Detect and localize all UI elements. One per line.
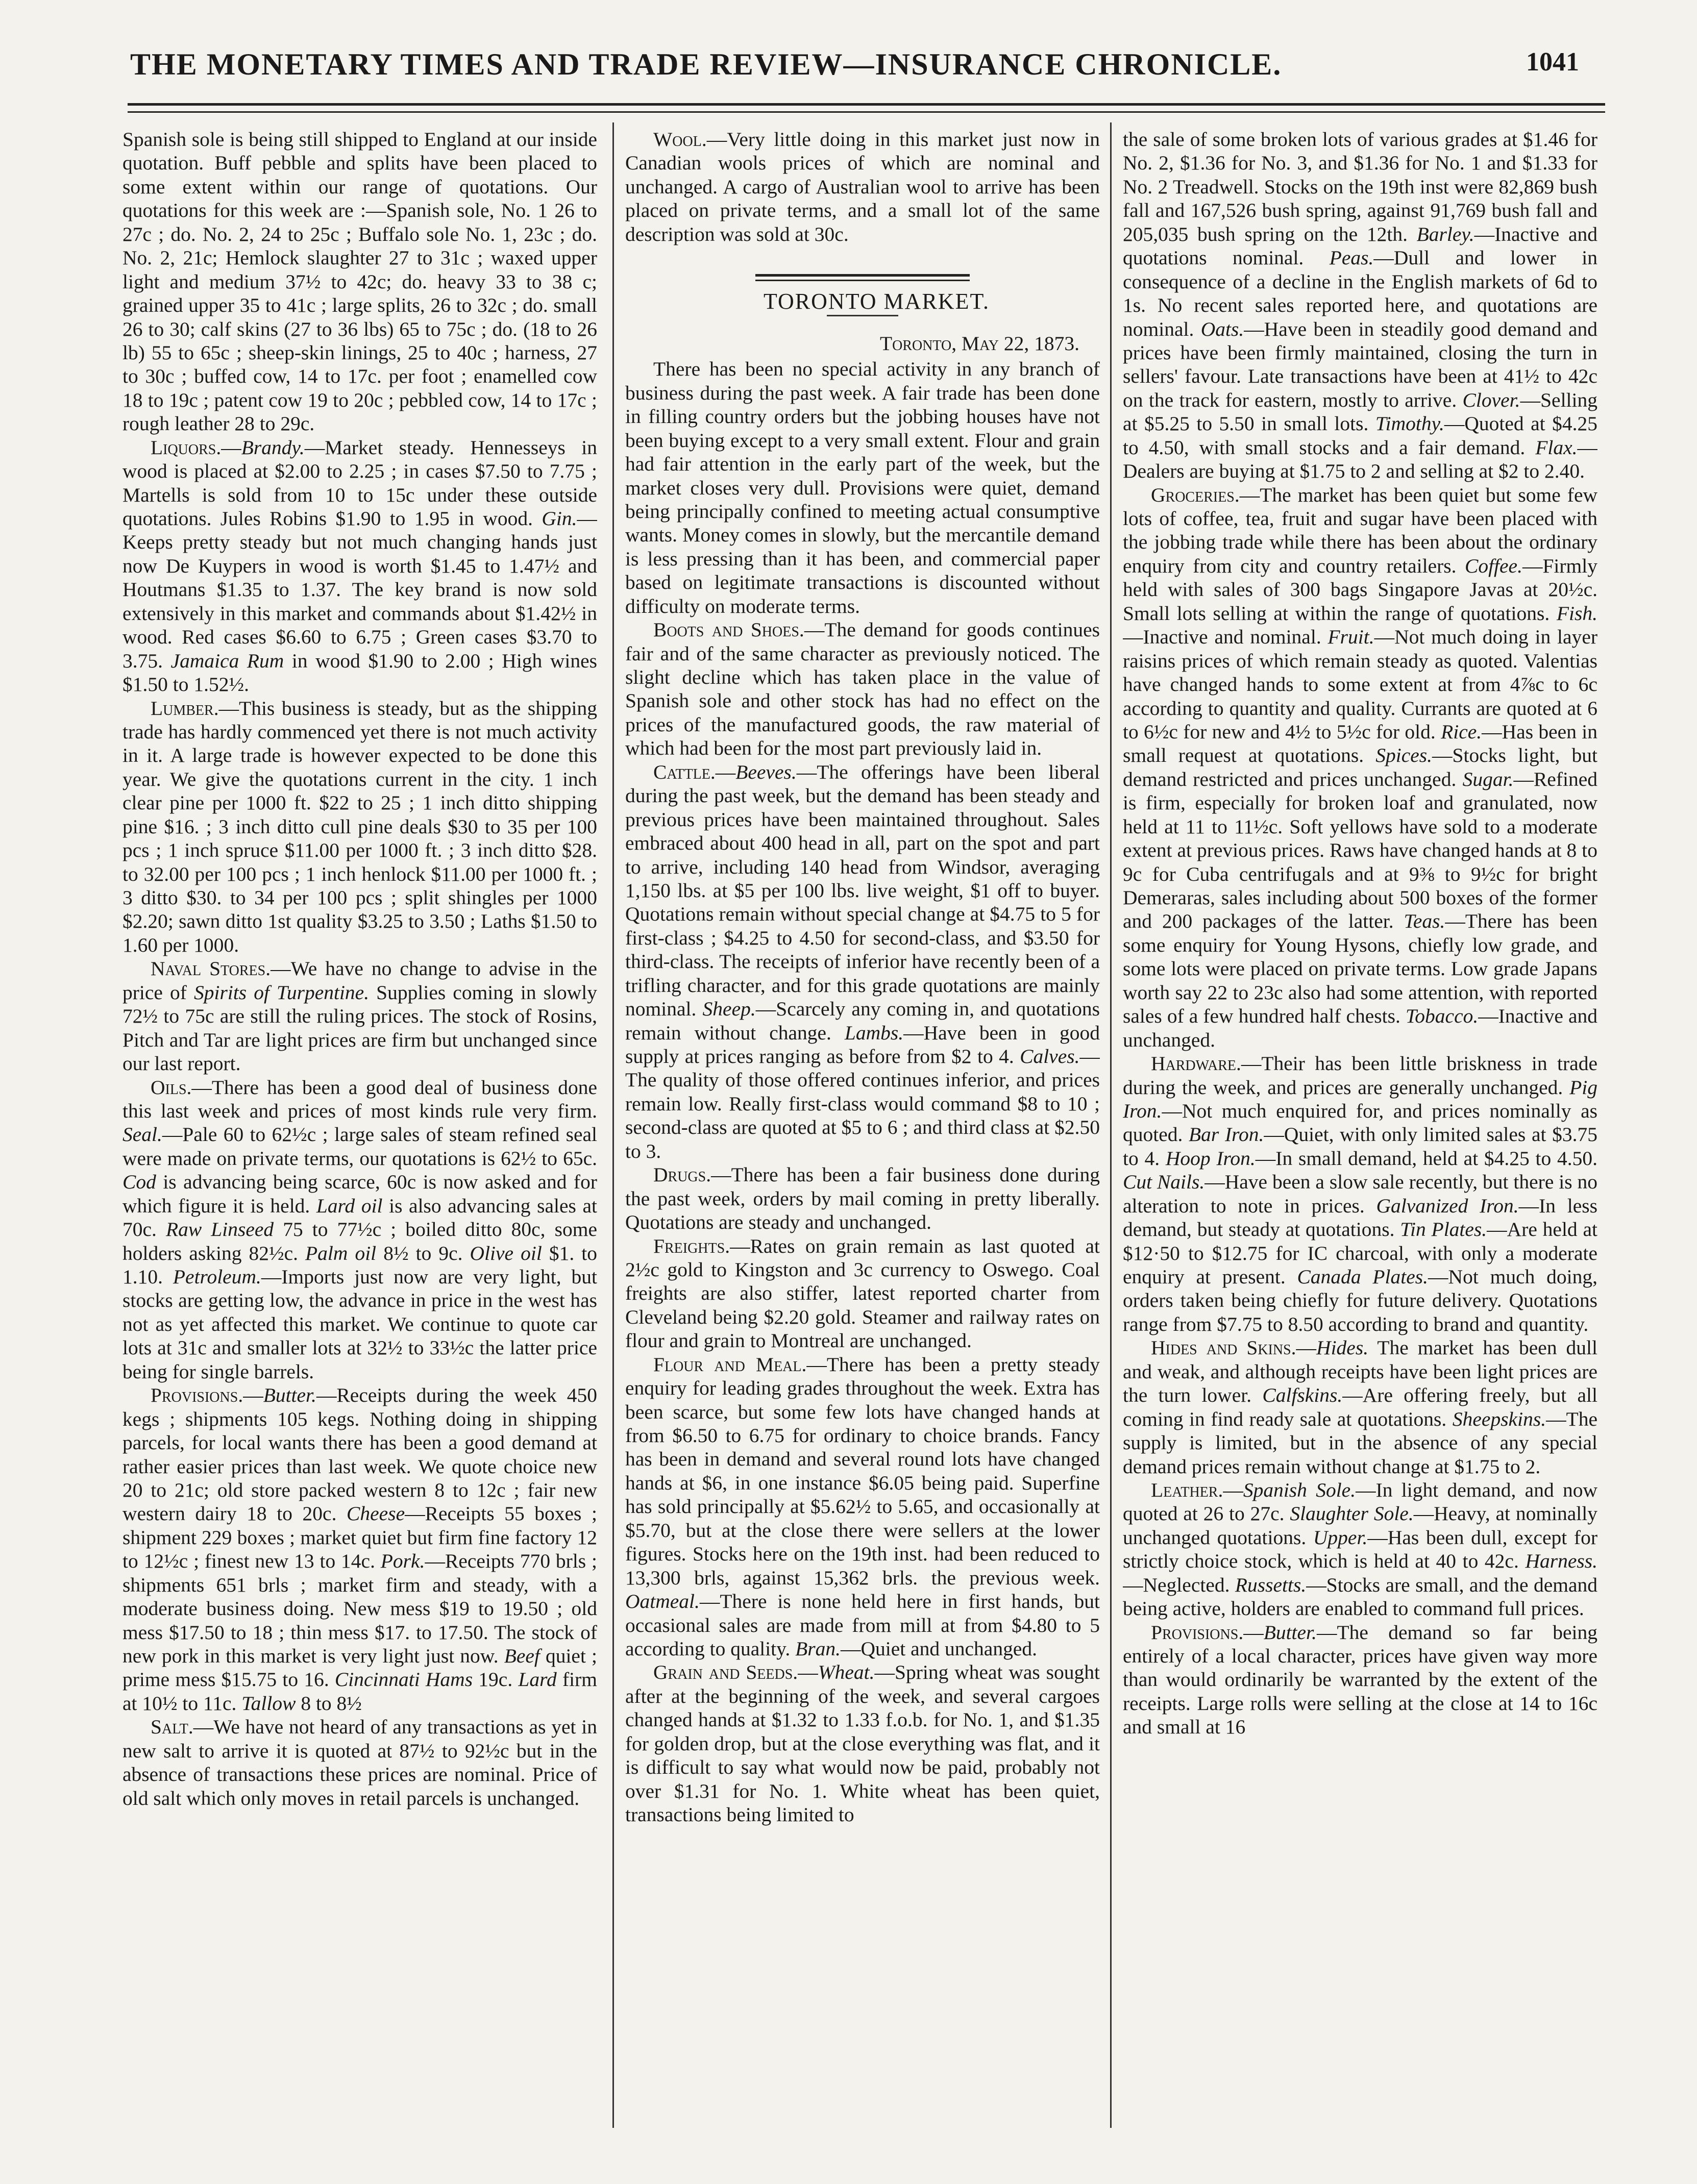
paragraph-provisions: Provisions.—Butter.—Receipts during the week 450 kegs ; shipments 105 kegs. Nothing doing in shipping parcels, for local wants there has been a good demand at rather easier prices than last week. We quote choice new 20 to 21c; old store packed western 8 to 12c ; fair new western dairy 18 to 20c. Cheese—Receipts 55 boxes ; shipment 229 boxes ; market quiet but firm fine factory 12 to 12½c ; finest new 13 to 14c. Pork.—Receipts 770 brls ; shipments 651 brls ; market firm and steady, with a moderate business doing. New mess $19 to 19.50 ; old mess $17.50 to 18 ; thin mess $17. to 17.50. The stock of new pork in this market is very light just now. Beef quiet ; prime mess $15.75 to 16. Cincinnati Hams 19c. Lard firm at 10½ to 11c. Tallow 8 to 8½ bbox=[122, 1384, 597, 1715]
section-title: TORONTO MARKET. bbox=[763, 289, 990, 314]
paragraph-hardware: Hardware.—Their has been little briskness in trade during the week, and prices are generally unchanged. Pig Iron.—Not much enquired for, and prices nominally as quoted. Bar Iron.—Quiet, with only limited sales at $3.75 to 4. Hoop Iron.—In small demand, held at $4.25 to 4.50. Cut Nails.—Have been a slow sale recently, but there is no alteration to note in prices. Galvanized Iron.—In less demand, but steady at quotations. Tin Plates.—Are held at $12·50 to $12.75 for IC charcoal, with only a moderate enquiry at present. Canada Plates.—Not much doing, orders taken being chiefly for future delivery. Quotations range from $7.75 to 8.50 according to brand and quantity. bbox=[1123, 1052, 1597, 1335]
column-3 bbox=[1123, 128, 1597, 2118]
short-rule bbox=[827, 315, 898, 316]
paragraph-naval-stores: Naval Stores.—We have no change to advise in the price of Spirits of Turpentine. Supplies coming in slowly 72½ to 75c are still the ruling prices. The stock of Rosins, Pitch and Tar are light prices are firm but unchanged since our last report. bbox=[122, 957, 597, 1075]
double-rule bbox=[755, 274, 970, 281]
paragraph-oils: Oils.—There has been a good deal of business done this last week and prices of most kinds rule very firm. Seal.—Pale 60 to 62½c ; large sales of steam refined seal were made on private terms, our quotations is 62½ to 65c. Cod is advancing being scarce, 60c is now asked and for which figure it is held. Lard oil is also advancing sales at 70c. Raw Linseed 75 to 77½c ; boiled ditto 80c, some holders asking 82½c. Palm oil 8½ to 9c. Olive oil $1. to 1.10. Petroleum.—Imports just now are very light, but stocks are getting low, the advance in price in the west has not as yet affected this market. We continue to quote car lots at 31c and smaller lots at 32½ to 33½c the latter price being for single barrels. bbox=[122, 1076, 597, 1383]
column-1 bbox=[122, 128, 597, 2118]
paragraph-salt: Salt.—We have not heard of any transactions as yet in new salt to arrive it is quoted at 87½ to 92½c but in the absence of transactions these prices are nominal. Price of old salt which only moves in retail parcels is unchanged. bbox=[122, 1716, 597, 1809]
paragraph-provisions-toronto: Provisions.—Butter.—The demand so far being entirely of a local character, prices have given way more than would ordinarily be warranted by the extent of the receipts. Large rolls were selling at the close at 14 to 16c and small at 16 bbox=[1123, 1621, 1597, 1739]
column-2 bbox=[625, 128, 1100, 2118]
paragraph-grain-continued: the sale of some broken lots of various grades at $1.46 for No. 2, $1.36 for No. 3, and $1.36 for No. 1 and $1.33 for No. 2 Treadwell. Stocks on the 19th inst were 82,869 bush fall and 167,526 bush spring, against 91,769 bush fall and 205,035 bush spring on the 12th. Barley.—Inactive and quotations nominal. Peas.—Dull and lower in consequence of a decline in the English markets of 6d to 1s. No recent sales reported here, and quotations are nominal. Oats.—Have been in steadily good demand and prices have been firmly maintained, closing the turn in sellers' favour. Late transactions have been at 41½ to 42c on the track for eastern, mostly to arrive. Clover.—Selling at $5.25 to 5.50 in small lots. Timothy.—Quoted at $4.25 to 4.50, with small stocks and a fair demand. Flax.—Dealers are buying at $1.75 to 2 and selling at $2 to 2.40. bbox=[1123, 128, 1597, 483]
masthead-title: THE MONETARY TIMES AND TRADE REVIEW—INSURANCE CHRONICLE. bbox=[130, 47, 1282, 81]
paragraph-freights: Freights.—Rates on grain remain as last quoted at 2½c gold to Kingston and 3c currency to Oswego. Coal freights are also stiffer, latest reported charter from Cleveland being $2.20 gold. Steamer and railway rates on flour and grain to Montreal are unchanged. bbox=[625, 1234, 1100, 1352]
paragraph-cattle: Cattle.—Beeves.—The offerings have been liberal during the past week, but the demand has been steady and previous prices have been maintained throughout. Sales embraced about 400 head in all, part on the spot and part to arrive, including 140 head from Windsor, averaging 1,150 lbs. at $5 per 100 lbs. live weight, $1 off to buyer. Quotations remain without special change at $4.75 to 5 for first-class ; $4.25 to 4.50 for second-class, and $3.50 for third-class. The receipts of inferior have recently been of a trifling character, and for this grade quotations are mainly nominal. Sheep.—Scarcely any coming in, and quotations remain without change. Lambs.—Have been in good supply at prices ranging as before from $2 to 4. Calves.—The quality of those offered continues inferior, and prices remain low. Really first-class would command $8 to 10 ; second-class are quoted at $5 to 6 ; and third class at $2.50 to 3. bbox=[625, 760, 1100, 1162]
paragraph-flour-and-meal: Flour and Meal.—There has been a pretty steady enquiry for leading grades throughout the week. Extra has been scarce, but some few lots have changed hands at from $6.50 to 6.75 for ordinary to choice brands. Fancy has been in demand and several round lots have changed hands at $6, in one instance $6.05 being paid. Superfine has sold principally at $5.62½ to 5.65, and occasionally at $5.70, but at the close there were sellers at the lower figures. Stocks here on the 19th inst. had been reduced to 13,300 brls, against 15,362 brls. the previous week. Oatmeal.—There is none held here in first hands, but occasional sales are made from mill at from $4.80 to 5 according to quality. Bran.—Quiet and unchanged. bbox=[625, 1353, 1100, 1660]
paragraph-grain-and-seeds: Grain and Seeds.—Wheat.—Spring wheat was sought after at the beginning of the week, and several cargoes changed hands at $1.32 to 1.33 f.o.b. for No. 1, and $1.35 for golden drop, but at the close everything was flat, and it is difficult to say what would now be paid, probably not over $1.31 for No. 1. White wheat has been quiet, transactions being limited to bbox=[625, 1661, 1100, 1826]
page-number: 1041 bbox=[1526, 47, 1579, 77]
dateline: Toronto, May 22, 1873. bbox=[879, 332, 1079, 355]
paragraph-liquors: Liquors.—Brandy.—Market steady. Hennesseys in wood is placed at $2.00 to 2.25 ; in cases $7.50 to 7.75 ; Martells is sold from 10 to 15c under these outside quotations. Jules Robins $1.90 to 1.95 in wood. Gin.—Keeps pretty steady but not much changing hands just now De Kuypers in wood is worth $1.45 to 1.47½ and Houtmans $1.35 to 1.37. The key brand is now sold extensively in this market and commands about $1.42½ in wood. Red cases $6.60 to 6.75 ; Green cases $3.70 to 3.75. Jamaica Rum in wood $1.90 to 2.00 ; High wines $1.50 to 1.52½. bbox=[122, 436, 597, 696]
paragraph-toronto-intro: There has been no special activity in any branch of business during the past week. A fair trade has been done in filling country orders but the jobbing houses have not been buying except to a very small extent. Flour and grain had fair attention in the early part of the week, but the market closes very dull. Provisions were quiet, demand being principally confined to meeting actual consumptive wants. Money comes in slowly, but the mercantile demand is less pressing than it has been, and commercial paper based on legitimate transactions is discounted without difficulty on moderate terms. bbox=[625, 358, 1100, 617]
paragraph-drugs: Drugs.—There has been a fair business done during the past week, orders by mail coming in pretty liberally. Quotations are steady and unchanged. bbox=[625, 1163, 1100, 1234]
header-rule-thin bbox=[128, 111, 1605, 113]
section-divider bbox=[625, 274, 1100, 281]
header-rule bbox=[128, 103, 1605, 106]
column-divider bbox=[1110, 122, 1112, 2128]
paragraph-leather: Leather.—Spanish Sole.—In light demand, and now quoted at 26 to 27c. Slaughter Sole.—Heavy, at nominally unchanged quotations. Upper.—Has been dull, except for strictly choice stock, which is held at 40 to 42c. Harness.—Neglected. Russetts.—Stocks are small, and the demand being active, holders are enabled to command full prices. bbox=[1123, 1478, 1597, 1620]
paragraph-groceries: Groceries.—The market has been quiet but some few lots of coffee, tea, fruit and sugar have been placed with the jobbing trade while there has been about the ordinary enquiry from city and country retailers. Coffee.—Firmly held with sales of 300 bags Singapore Javas at 20½c. Small lots selling at within the range of quotations. Fish.—Inactive and nominal. Fruit.—Not much doing in layer raisins prices of which remain steady as quoted. Valentias have changed hands to some extent at from 4⅞c to 6c according to quantity and quality. Currants are quoted at 6 to 6½c for new and 4½ to 5½c for old. Rice.—Has been in small request at quotations. Spices.—Stocks light, but demand restricted and prices unchanged. Sugar.—Refined is firm, especially for broken loaf and granulated, now held at 11 to 11½c. Soft yellows have sold to a moderate extent at previous prices. Raws have changed hands at 8 to 9c for Cuba centrifugals and at 9⅜ to 9½c for bright Demeraras, sales including about 500 boxes of the former and 200 packages of the latter. Teas.—There has been some enquiry for Young Hysons, chiefly low grade, and some lots were placed on private terms. Low grade Japans worth say 22 to 23c also had some attention, with reported sales of a few hundred half chests. Tobacco.—Inactive and unchanged. bbox=[1123, 483, 1597, 1051]
paragraph-spanish-sole: Spanish sole is being still shipped to England at our inside quotation. Buff pebble and splits have been placed to some extent within our range of quotations. Our quotations for this week are :—Spanish sole, No. 1 26 to 27c ; do. No. 2, 24 to 25c ; Buffalo sole No. 1, 23c ; do. No. 2, 21c; Hemlock slaughter 27 to 31c ; waxed upper light and medium 37½ to 42c; do. heavy 33 to 38 c; grained upper 35 to 41c ; large splits, 26 to 32c ; do. small 26 to 30; calf skins (27 to 36 lbs) 65 to 75c ; do. (18 to 26 lb) 55 to 65c ; sheep-skin linings, 25 to 40c ; harness, 27 to 30c ; buffed cow, 14 to 17c. per foot ; enamelled cow 18 to 19c ; patent cow 19 to 20c ; pebbled cow, 14 to 17c ; rough leather 28 to 29c. bbox=[122, 128, 597, 435]
paragraph-hides-and-skins: Hides and Skins.—Hides. The market has been dull and weak, and although receipts have been light prices are the turn lower. Calfskins.—Are offering freely, but all coming in find ready sale at quotations. Sheepskins.—The supply is limited, but in the absence of any special demand prices remain without change at $1.75 to 2. bbox=[1123, 1336, 1597, 1478]
column-divider bbox=[612, 122, 614, 2128]
paragraph-lumber: Lumber.—This business is steady, but as the shipping trade has hardly commenced yet there is not much activity in it. A large trade is however expected to be done this year. We give the quotations current in the city. 1 inch clear pine per 1000 ft. $22 to 25 ; 1 inch ditto shipping pine $16. ; 3 inch ditto cull pine deals $30 to 35 per 100 pcs ; 1 inch spruce $11.00 per 1000 ft. ; 3 inch ditto $28. to 32.00 per 100 pcs ; 1 inch henlock $11.00 per 1000 ft. ; 3 ditto $30. to 34 per 100 pcs ; split shingles per 1000 $2.20; sawn ditto 1st quality $3.25 to 3.50 ; Laths $1.50 to 1.60 per 1000. bbox=[122, 697, 597, 956]
paragraph-wool: Wool.—Very little doing in this market just now in Canadian wools prices of which are nominal and unchanged. A cargo of Australian wool to arrive has been placed on private terms, and a small lot of the same description was sold at 30c. bbox=[625, 128, 1100, 245]
paragraph-boots-and-shoes: Boots and Shoes.—The demand for goods continues fair and of the same character as previously noticed. The slight decline which has taken place in the value of Spanish sole and other stock has had no effect on the prices of the manufactured goods, the raw material of which had been for the most part previously laid in. bbox=[625, 618, 1100, 760]
